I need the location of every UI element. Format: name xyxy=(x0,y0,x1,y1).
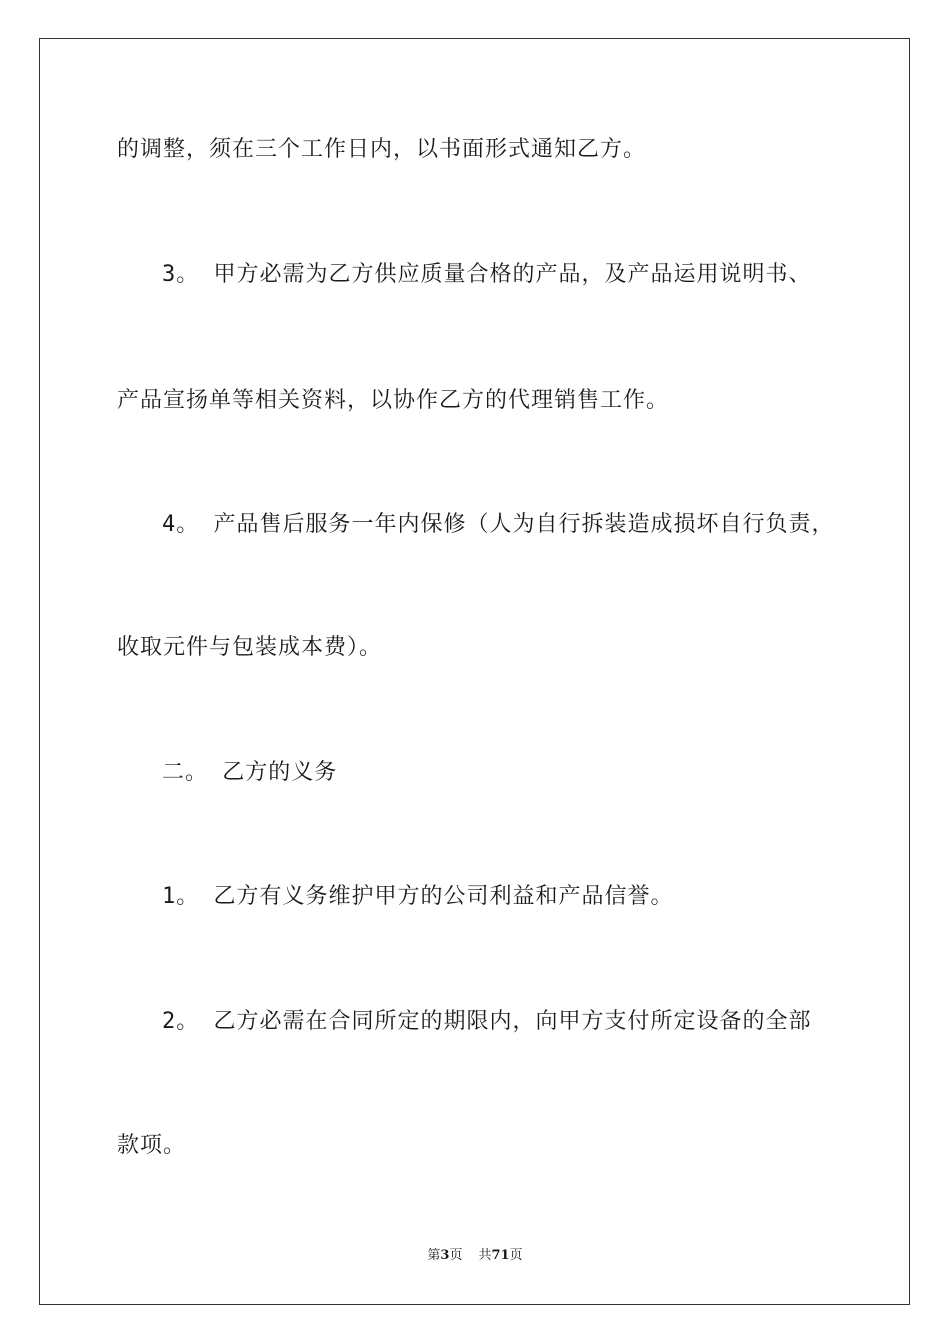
text-line-9: 款项。 xyxy=(117,1133,187,1158)
page-border xyxy=(39,38,910,1305)
total-prefix: 共 xyxy=(478,1248,492,1263)
page-suffix: 页 xyxy=(449,1248,463,1263)
total-suffix: 页 xyxy=(509,1248,523,1263)
text-line-7: 1。 乙方有义务维护甲方的公司利益和产品信誉。 xyxy=(162,884,674,909)
section-heading: 二。 乙方的义务 xyxy=(162,760,338,785)
page-prefix: 第 xyxy=(427,1248,441,1263)
text-line-1: 的调整，须在三个工作日内，以书面形式通知乙方。 xyxy=(117,137,647,162)
page-number: 3 xyxy=(440,1248,450,1263)
total-pages: 71 xyxy=(491,1248,510,1263)
text-line-2: 3。 甲方必需为乙方供应质量合格的产品，及产品运用说明书、 xyxy=(162,262,812,287)
text-line-8: 2。 乙方必需在合同所定的期限内，向甲方支付所定设备的全部 xyxy=(162,1009,812,1034)
page-footer xyxy=(0,1247,950,1265)
text-line-5: 收取元件与包装成本费）。 xyxy=(117,635,383,660)
text-line-4: 4。 产品售后服务一年内保修（人为自行拆装造成损坏自行负责， xyxy=(162,512,835,537)
text-line-3: 产品宣扬单等相关资料，以协作乙方的代理销售工作。 xyxy=(117,388,670,413)
